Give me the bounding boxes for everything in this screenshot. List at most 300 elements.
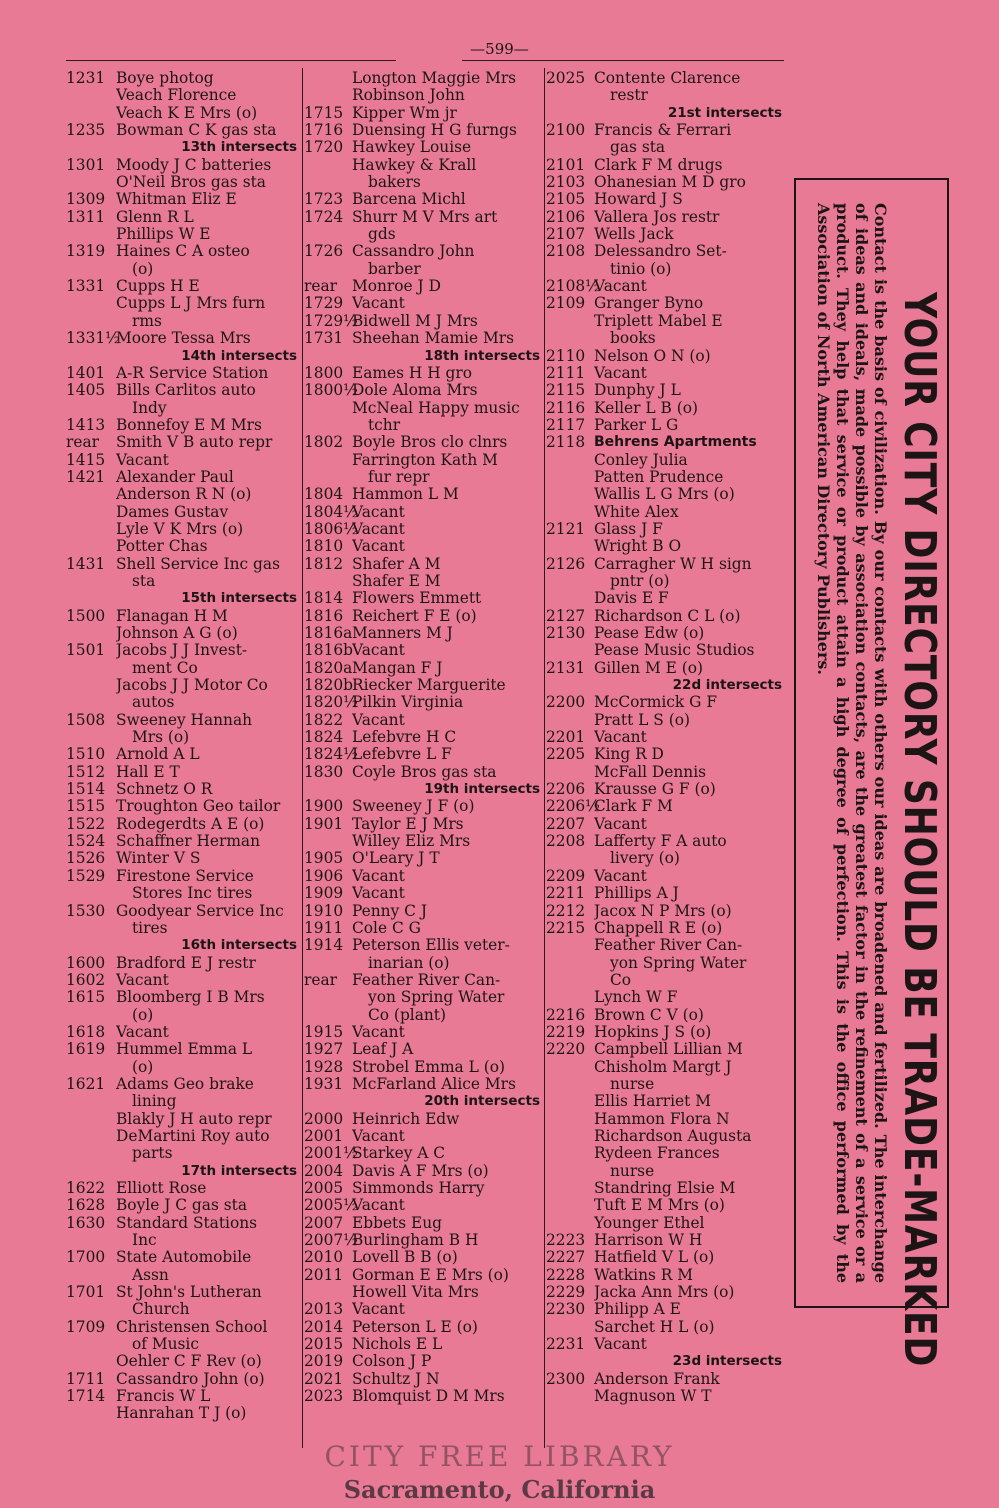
- entry-name: Gorman E E Mrs (o): [352, 1266, 509, 1284]
- directory-entry: [546, 382, 786, 399]
- entry-name: Longton Maggie Mrs: [352, 70, 517, 87]
- entry-name: Pease Music Studios: [594, 642, 755, 660]
- address-number: 1526: [66, 849, 106, 868]
- address-number: [66, 521, 116, 538]
- address-number: [546, 590, 594, 607]
- entry-name: Moody J C batteries: [116, 156, 272, 174]
- entry-name: Howard J S: [594, 191, 683, 209]
- address-number: 2001½: [304, 1144, 359, 1163]
- entry-name: tires: [132, 919, 168, 937]
- directory-entry: [66, 781, 301, 798]
- address-number: 1512: [66, 762, 106, 781]
- entry-name: Vallera Jos restr: [594, 208, 720, 226]
- directory-entry: [546, 452, 786, 469]
- address-number: 1816b: [304, 641, 354, 660]
- address-number: 1830: [304, 762, 344, 781]
- entry-name: Philipp A E: [594, 1301, 681, 1319]
- directory-entry: [304, 1301, 544, 1318]
- directory-entry: [546, 885, 786, 902]
- directory-entry: [304, 972, 544, 989]
- directory-entry: [304, 798, 544, 815]
- entry-name: Vacant: [352, 520, 405, 538]
- entry-name: Sarchet H L (o): [594, 1318, 715, 1336]
- address-number: 2014: [304, 1317, 344, 1336]
- directory-entry: [546, 1180, 786, 1197]
- address-number: [66, 625, 116, 642]
- directory-entry: [546, 1076, 786, 1093]
- directory-entry: [546, 1319, 786, 1336]
- address-number: [546, 972, 594, 989]
- directory-entry: [304, 434, 544, 451]
- directory-entry: [66, 1249, 301, 1266]
- entry-name: Pratt L S (o): [594, 711, 690, 729]
- entry-name: Flowers Emmett: [352, 590, 482, 608]
- address-number: [546, 469, 594, 486]
- directory-entry: [304, 1163, 544, 1180]
- directory-entry: [304, 590, 544, 607]
- address-number: 2105: [546, 190, 586, 209]
- directory-entry: [304, 313, 544, 330]
- directory-entry: [66, 122, 301, 139]
- directory-entry: [546, 226, 786, 243]
- entry-name: Burlingham B H: [352, 1232, 479, 1250]
- address-number: 1619: [66, 1040, 106, 1059]
- directory-entry: [66, 1371, 301, 1388]
- address-number: 2106: [546, 207, 586, 226]
- address-number: 2212: [546, 901, 586, 920]
- directory-entry: [304, 816, 544, 833]
- address-number: 1914: [304, 936, 344, 955]
- entry-name: Nelson O N (o): [594, 347, 711, 365]
- directory-entry: [304, 87, 544, 104]
- directory-entry: [66, 1111, 301, 1128]
- entry-name: Younger Ethel: [594, 1214, 705, 1232]
- entry-name: Behrens Apartments: [594, 434, 757, 451]
- address-number: [546, 1145, 594, 1162]
- directory-entry: [304, 729, 544, 746]
- address-number: [66, 1145, 116, 1162]
- entry-name: Gillen M E (o): [594, 659, 704, 677]
- directory-entry: [546, 781, 786, 798]
- entry-name: Taylor E J Mrs: [352, 815, 464, 833]
- directory-entry: [546, 1024, 786, 1041]
- address-number: 1716: [304, 121, 344, 140]
- address-number: [546, 538, 594, 555]
- entry-name: Francis W L: [116, 1388, 211, 1406]
- directory-entry: [66, 191, 301, 208]
- address-number: [66, 1353, 116, 1370]
- address-number: [66, 313, 116, 330]
- entry-name: (o): [132, 260, 154, 278]
- directory-entry: [546, 1059, 786, 1076]
- entry-name: Elliott Rose: [116, 1180, 207, 1197]
- directory-entry: [546, 660, 786, 677]
- entry-name: Clark F M drugs: [594, 156, 723, 174]
- address-number: [66, 729, 116, 746]
- directory-entry: [66, 833, 301, 850]
- entry-name: autos: [132, 694, 175, 712]
- address-number: 1529: [66, 866, 106, 885]
- entry-name: Carragher W H sign: [594, 555, 752, 573]
- directory-entry: [304, 833, 544, 850]
- entry-name: Vacant: [594, 1336, 647, 1354]
- directory-entry: [66, 955, 301, 972]
- entry-name: Eames H H gro: [352, 364, 473, 382]
- entry-name: Chappell R E (o): [594, 919, 723, 937]
- address-number: 1524: [66, 832, 106, 851]
- address-number: [304, 469, 352, 486]
- header-rule-left: [66, 60, 396, 61]
- address-number: 1508: [66, 710, 106, 729]
- directory-entry: [66, 625, 301, 642]
- directory-entry: [304, 1059, 544, 1076]
- address-number: 2019: [304, 1352, 344, 1371]
- address-number: 2021: [304, 1369, 344, 1388]
- entry-name: Inc: [132, 1232, 157, 1250]
- entry-name: Blakly J H auto repr: [116, 1110, 272, 1128]
- entry-name: Duensing H G furngs: [352, 122, 517, 140]
- address-number: 1729: [304, 294, 344, 313]
- address-number: [66, 660, 116, 677]
- directory-entry: [66, 764, 301, 781]
- entry-name: Wright B O: [594, 538, 682, 556]
- address-number: 2118: [546, 433, 586, 452]
- address-number: [66, 573, 116, 590]
- entry-name: Lefebvre H C: [352, 729, 457, 747]
- directory-entry: [66, 573, 301, 590]
- directory-entry: [546, 556, 786, 573]
- address-number: 1906: [304, 866, 344, 885]
- directory-entry: [546, 313, 786, 330]
- directory-entry: [66, 313, 301, 330]
- entry-name: Vacant: [352, 867, 405, 885]
- entry-name: Vacant: [594, 867, 647, 885]
- entry-name: Harrison W H: [594, 1232, 703, 1250]
- entry-name: Jacobs J J Invest-: [116, 642, 248, 660]
- directory-entry: [304, 452, 544, 469]
- entry-name: Vacant: [594, 364, 647, 382]
- entry-name: Dames Gustav: [116, 503, 229, 521]
- address-number: [304, 417, 352, 434]
- entry-name: Christensen School: [116, 1318, 268, 1336]
- column-divider: [544, 68, 545, 1448]
- entry-name: Vacant: [352, 1127, 405, 1145]
- address-number: 2007: [304, 1213, 344, 1232]
- address-number: 1910: [304, 901, 344, 920]
- address-number: [304, 833, 352, 850]
- address-number: [546, 1388, 594, 1405]
- directory-entry: [66, 850, 301, 867]
- directory-entry: [546, 1215, 786, 1232]
- address-number: 2231: [546, 1335, 586, 1354]
- entry-name: Patten Prudence: [594, 468, 724, 486]
- address-number: 1714: [66, 1387, 106, 1406]
- address-number: [546, 989, 594, 1006]
- address-number: [546, 1111, 594, 1128]
- address-number: 1711: [66, 1369, 106, 1388]
- entry-name: Barcena Michl: [352, 191, 466, 209]
- entry-name: Penny C J: [352, 902, 428, 920]
- entry-name: Glass J F: [594, 520, 663, 538]
- address-number: 2005: [304, 1179, 344, 1197]
- directory-entry: [546, 1111, 786, 1128]
- directory-entry: [66, 469, 301, 486]
- section-header: 15th intersects: [181, 590, 297, 607]
- address-number: [304, 70, 352, 87]
- entry-name: Bills Carlitos auto: [116, 382, 256, 400]
- directory-entry: [546, 816, 786, 833]
- entry-name: State Automobile: [116, 1249, 252, 1267]
- directory-entry: [66, 1093, 301, 1110]
- entry-name: Ellis Harriet M: [594, 1093, 711, 1111]
- entry-name: Mrs (o): [132, 729, 190, 747]
- directory-column-2: [304, 70, 544, 1405]
- directory-entry: [66, 1405, 301, 1422]
- entry-name: Hopkins J S (o): [594, 1023, 712, 1041]
- directory-entry: [546, 1093, 786, 1110]
- directory-entry: [66, 278, 301, 295]
- address-number: 2005½: [304, 1196, 359, 1215]
- entry-name: Dole Aloma Mrs: [352, 382, 478, 400]
- directory-entry: [546, 746, 786, 763]
- address-number: 1726: [304, 242, 344, 261]
- entry-name: Schultz J N: [352, 1370, 440, 1388]
- directory-entry: [546, 608, 786, 625]
- address-number: 1500: [66, 606, 106, 625]
- address-number: 2207: [546, 814, 586, 833]
- entry-name: Veach Florence: [116, 87, 237, 105]
- directory-entry: [304, 521, 544, 538]
- entry-name: Wallis L G Mrs (o): [594, 486, 735, 504]
- address-number: 2205: [546, 745, 586, 764]
- directory-entry: [304, 955, 544, 972]
- address-number: 1515: [66, 797, 106, 816]
- entry-name: DeMartini Roy auto: [116, 1127, 270, 1145]
- directory-entry: [304, 1284, 544, 1301]
- address-number: [66, 504, 116, 521]
- address-number: 2300: [546, 1369, 586, 1388]
- directory-entry: [546, 590, 786, 607]
- entry-name: Howell Vita Mrs: [352, 1284, 479, 1302]
- address-number: 2121: [546, 519, 586, 538]
- directory-entry: [546, 850, 786, 867]
- directory-entry: [546, 1336, 786, 1353]
- entry-name: Vacant: [594, 278, 647, 296]
- directory-entry: [304, 1041, 544, 1058]
- address-number: 2206½: [546, 797, 601, 816]
- directory-entry: [304, 538, 544, 555]
- directory-entry: [66, 746, 301, 763]
- entry-name: Anderson R N (o): [116, 486, 252, 504]
- address-number: 2010: [304, 1248, 344, 1267]
- entry-name: Peterson L E (o): [352, 1318, 478, 1336]
- address-number: 1602: [66, 970, 106, 989]
- entry-name: Hummel Emma L: [116, 1041, 253, 1059]
- directory-entry: [546, 1041, 786, 1058]
- address-number: [66, 1128, 116, 1145]
- directory-entry: [66, 434, 301, 451]
- entry-name: McFall Dennis: [594, 763, 707, 781]
- directory-entry: [304, 486, 544, 503]
- directory-entry: [304, 712, 544, 729]
- entry-name: Colson J P: [352, 1353, 432, 1371]
- advertisement-title: YOUR CITY DIRECTORY SHOULD BE TRADE-MARKED: [893, 292, 945, 1368]
- entry-name: Cupps L J Mrs furn: [116, 295, 266, 313]
- address-number: 2103: [546, 173, 586, 192]
- entry-name: Conley Julia: [594, 451, 688, 469]
- entry-name: gds: [368, 226, 396, 244]
- entry-name: McNeal Happy music: [352, 399, 520, 417]
- address-number: [546, 486, 594, 503]
- section-header: 21st intersects: [667, 104, 782, 121]
- entry-name: Jacox N P Mrs (o): [594, 902, 732, 920]
- directory-entry: [66, 642, 301, 659]
- address-number: [546, 850, 594, 867]
- directory-entry: [546, 1007, 786, 1024]
- directory-entry: [66, 1232, 301, 1249]
- entry-name: Adams Geo brake: [116, 1075, 254, 1093]
- address-number: 2100: [546, 121, 586, 140]
- address-number: [66, 105, 116, 122]
- address-number: rear: [304, 970, 337, 989]
- entry-name: Nichols E L: [352, 1336, 443, 1354]
- directory-entry: [546, 400, 786, 417]
- directory-entry: [546, 1388, 786, 1405]
- entry-name: Bradford E J restr: [116, 954, 256, 972]
- address-number: [66, 694, 116, 711]
- entry-name: restr: [610, 87, 648, 105]
- directory-entry: [546, 868, 786, 885]
- directory-entry: [66, 87, 301, 104]
- directory-entry: [66, 989, 301, 1006]
- directory-entry: [66, 885, 301, 902]
- directory-entry: [304, 365, 544, 382]
- entry-name: Lynch W F: [594, 989, 678, 1007]
- entry-name: gas sta: [610, 139, 666, 157]
- directory-entry: [546, 365, 786, 382]
- entry-name: Shafer A M: [352, 555, 441, 573]
- entry-name: Strobel Emma L (o): [352, 1058, 506, 1076]
- directory-entry: [546, 955, 786, 972]
- directory-entry: [304, 989, 544, 1006]
- address-number: 1630: [66, 1213, 106, 1232]
- address-number: [546, 261, 594, 278]
- directory-entry: [304, 1249, 544, 1266]
- entry-name: Lafferty F A auto: [594, 833, 727, 851]
- entry-name: Davis E F: [594, 590, 669, 608]
- address-number: 1729½: [304, 311, 359, 330]
- entry-name: Co: [610, 971, 632, 989]
- directory-entry: [546, 122, 786, 139]
- entry-name: St John's Lutheran: [116, 1284, 262, 1302]
- entry-name: Lyle V K Mrs (o): [116, 520, 244, 538]
- address-number: 1709: [66, 1317, 106, 1336]
- entry-name: Veach K E Mrs (o): [116, 104, 258, 122]
- entry-name: Glenn R L: [116, 208, 194, 226]
- directory-entry: [66, 816, 301, 833]
- entry-name: sta: [132, 572, 156, 590]
- entry-name: Contente Clarence: [594, 70, 741, 87]
- address-number: 1915: [304, 1022, 344, 1041]
- directory-entry: [304, 1267, 544, 1284]
- entry-name: Simmonds Harry: [352, 1180, 485, 1197]
- directory-entry: [546, 920, 786, 937]
- address-number: 2219: [546, 1022, 586, 1041]
- directory-entry: [304, 868, 544, 885]
- directory-entry: [546, 1128, 786, 1145]
- entry-name: Alexander Paul: [116, 468, 234, 486]
- entry-name: Bloomberg I B Mrs: [116, 989, 265, 1007]
- address-number: 1806½: [304, 519, 359, 538]
- directory-entry: [304, 920, 544, 937]
- entry-name: Riecker Marguerite: [352, 677, 506, 695]
- entry-name: Moore Tessa Mrs: [116, 330, 251, 348]
- directory-entry: [546, 1163, 786, 1180]
- address-number: 1715: [304, 103, 344, 122]
- address-number: 2101: [546, 155, 586, 174]
- directory-entry: [304, 642, 544, 659]
- directory-entry: [546, 486, 786, 503]
- entry-name: Vacant: [352, 538, 405, 556]
- directory-entry: [546, 712, 786, 729]
- directory-entry: [546, 469, 786, 486]
- address-number: [66, 400, 116, 417]
- address-number: 2211: [546, 884, 586, 903]
- entry-name: Keller L B (o): [594, 399, 698, 417]
- directory-entry: [546, 87, 786, 104]
- address-number: 1231: [66, 69, 106, 87]
- directory-entry: [304, 625, 544, 642]
- directory-entry: [66, 920, 301, 937]
- entry-name: Kipper Wm jr: [352, 104, 457, 122]
- address-number: [546, 504, 594, 521]
- address-number: [66, 885, 116, 902]
- directory-entry: [304, 295, 544, 312]
- directory-entry: [304, 382, 544, 399]
- address-number: 1731: [304, 329, 344, 348]
- entry-name: Vacant: [352, 642, 405, 660]
- directory-entry: [304, 903, 544, 920]
- entry-name: Cupps H E: [116, 278, 200, 296]
- page-number: —599—: [470, 40, 529, 58]
- directory-entry: [66, 452, 301, 469]
- directory-entry: [546, 833, 786, 850]
- directory-entry: [546, 348, 786, 365]
- directory-entry: [304, 1024, 544, 1041]
- address-number: 1911: [304, 918, 344, 937]
- entry-name: Standring Elsie M: [594, 1180, 736, 1197]
- address-number: 1309: [66, 190, 106, 209]
- address-number: 1311: [66, 207, 106, 226]
- address-number: 1622: [66, 1179, 106, 1197]
- address-number: 1820a: [304, 658, 353, 677]
- entry-name: fur repr: [368, 468, 430, 486]
- section-header: 13th intersects: [181, 139, 297, 156]
- address-number: rear: [304, 277, 337, 296]
- address-number: 1928: [304, 1057, 344, 1076]
- address-number: 2111: [546, 363, 586, 382]
- directory-entry: [304, 1197, 544, 1214]
- directory-entry: [546, 70, 786, 87]
- directory-entry: [66, 209, 301, 226]
- directory-entry: [66, 365, 301, 382]
- directory-entry: [66, 1180, 301, 1197]
- address-number: [546, 87, 594, 104]
- entry-name: McCormick G F: [594, 694, 717, 712]
- library-stamp: [0, 1440, 999, 1504]
- address-number: 1331½: [66, 329, 121, 348]
- directory-entry: [304, 226, 544, 243]
